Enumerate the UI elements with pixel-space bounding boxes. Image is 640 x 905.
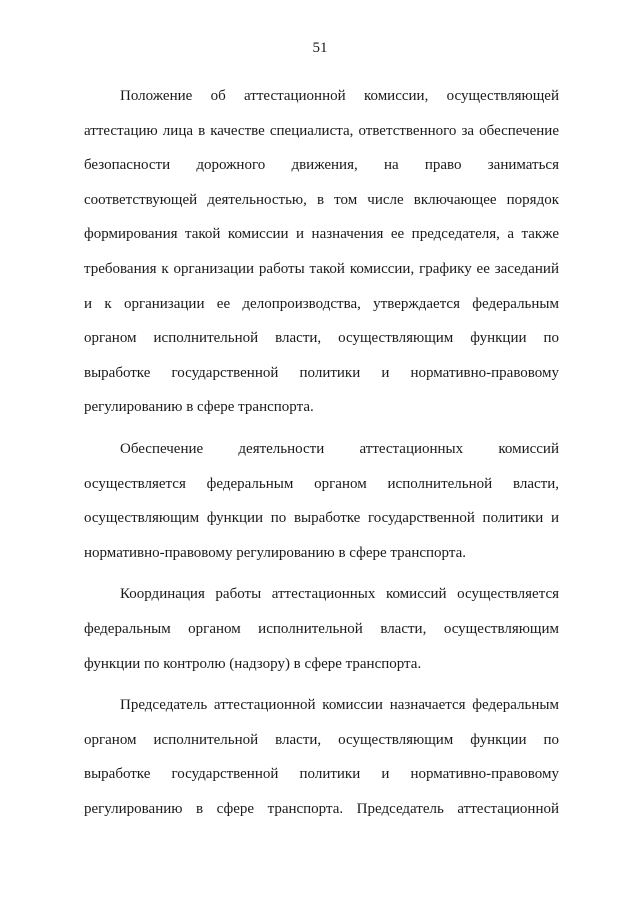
paragraph-regulation: Положение об аттестационной комиссии, осуществляющей аттестацию лица в качестве специалиста, ответственного за обеспечение безопасности дорожного движения, на право заниматься соответствующей деятельностью, в том числе включающее порядок формирования такой комиссии и назначения ее председателя, а также требования к организации работы такой комиссии, графику ее заседаний и к организации ее делопроизводства, утверждается федеральным органом исполнительной власти, осуществляющим функции по выработке государственной политики и нормативно-правовому регулированию в сфере транспорта. [84, 88, 559, 416]
paragraph-chairman: Председатель аттестационной комиссии назначается федеральным органом исполнительной власти, осуществляющим функции по выработке государственной политики и нормативно-правовому регулированию в сфере транспорта. Председатель аттестационной [84, 697, 559, 817]
paragraph-coordination: Координация работы аттестационных комиссий осуществляется федеральным органом исполнительной власти, осуществляющим функции по контролю (надзору) в сфере транспорта. [84, 586, 559, 672]
document-body [84, 79, 559, 833]
paragraph-provision: Обеспечение деятельности аттестационных комиссий осуществляется федеральным органом исполнительной власти, осуществляющим функции по выработке государственной политики и нормативно-правовому регулированию в сфере транспорта. [84, 440, 559, 561]
page-number: 51 [312, 40, 328, 56]
